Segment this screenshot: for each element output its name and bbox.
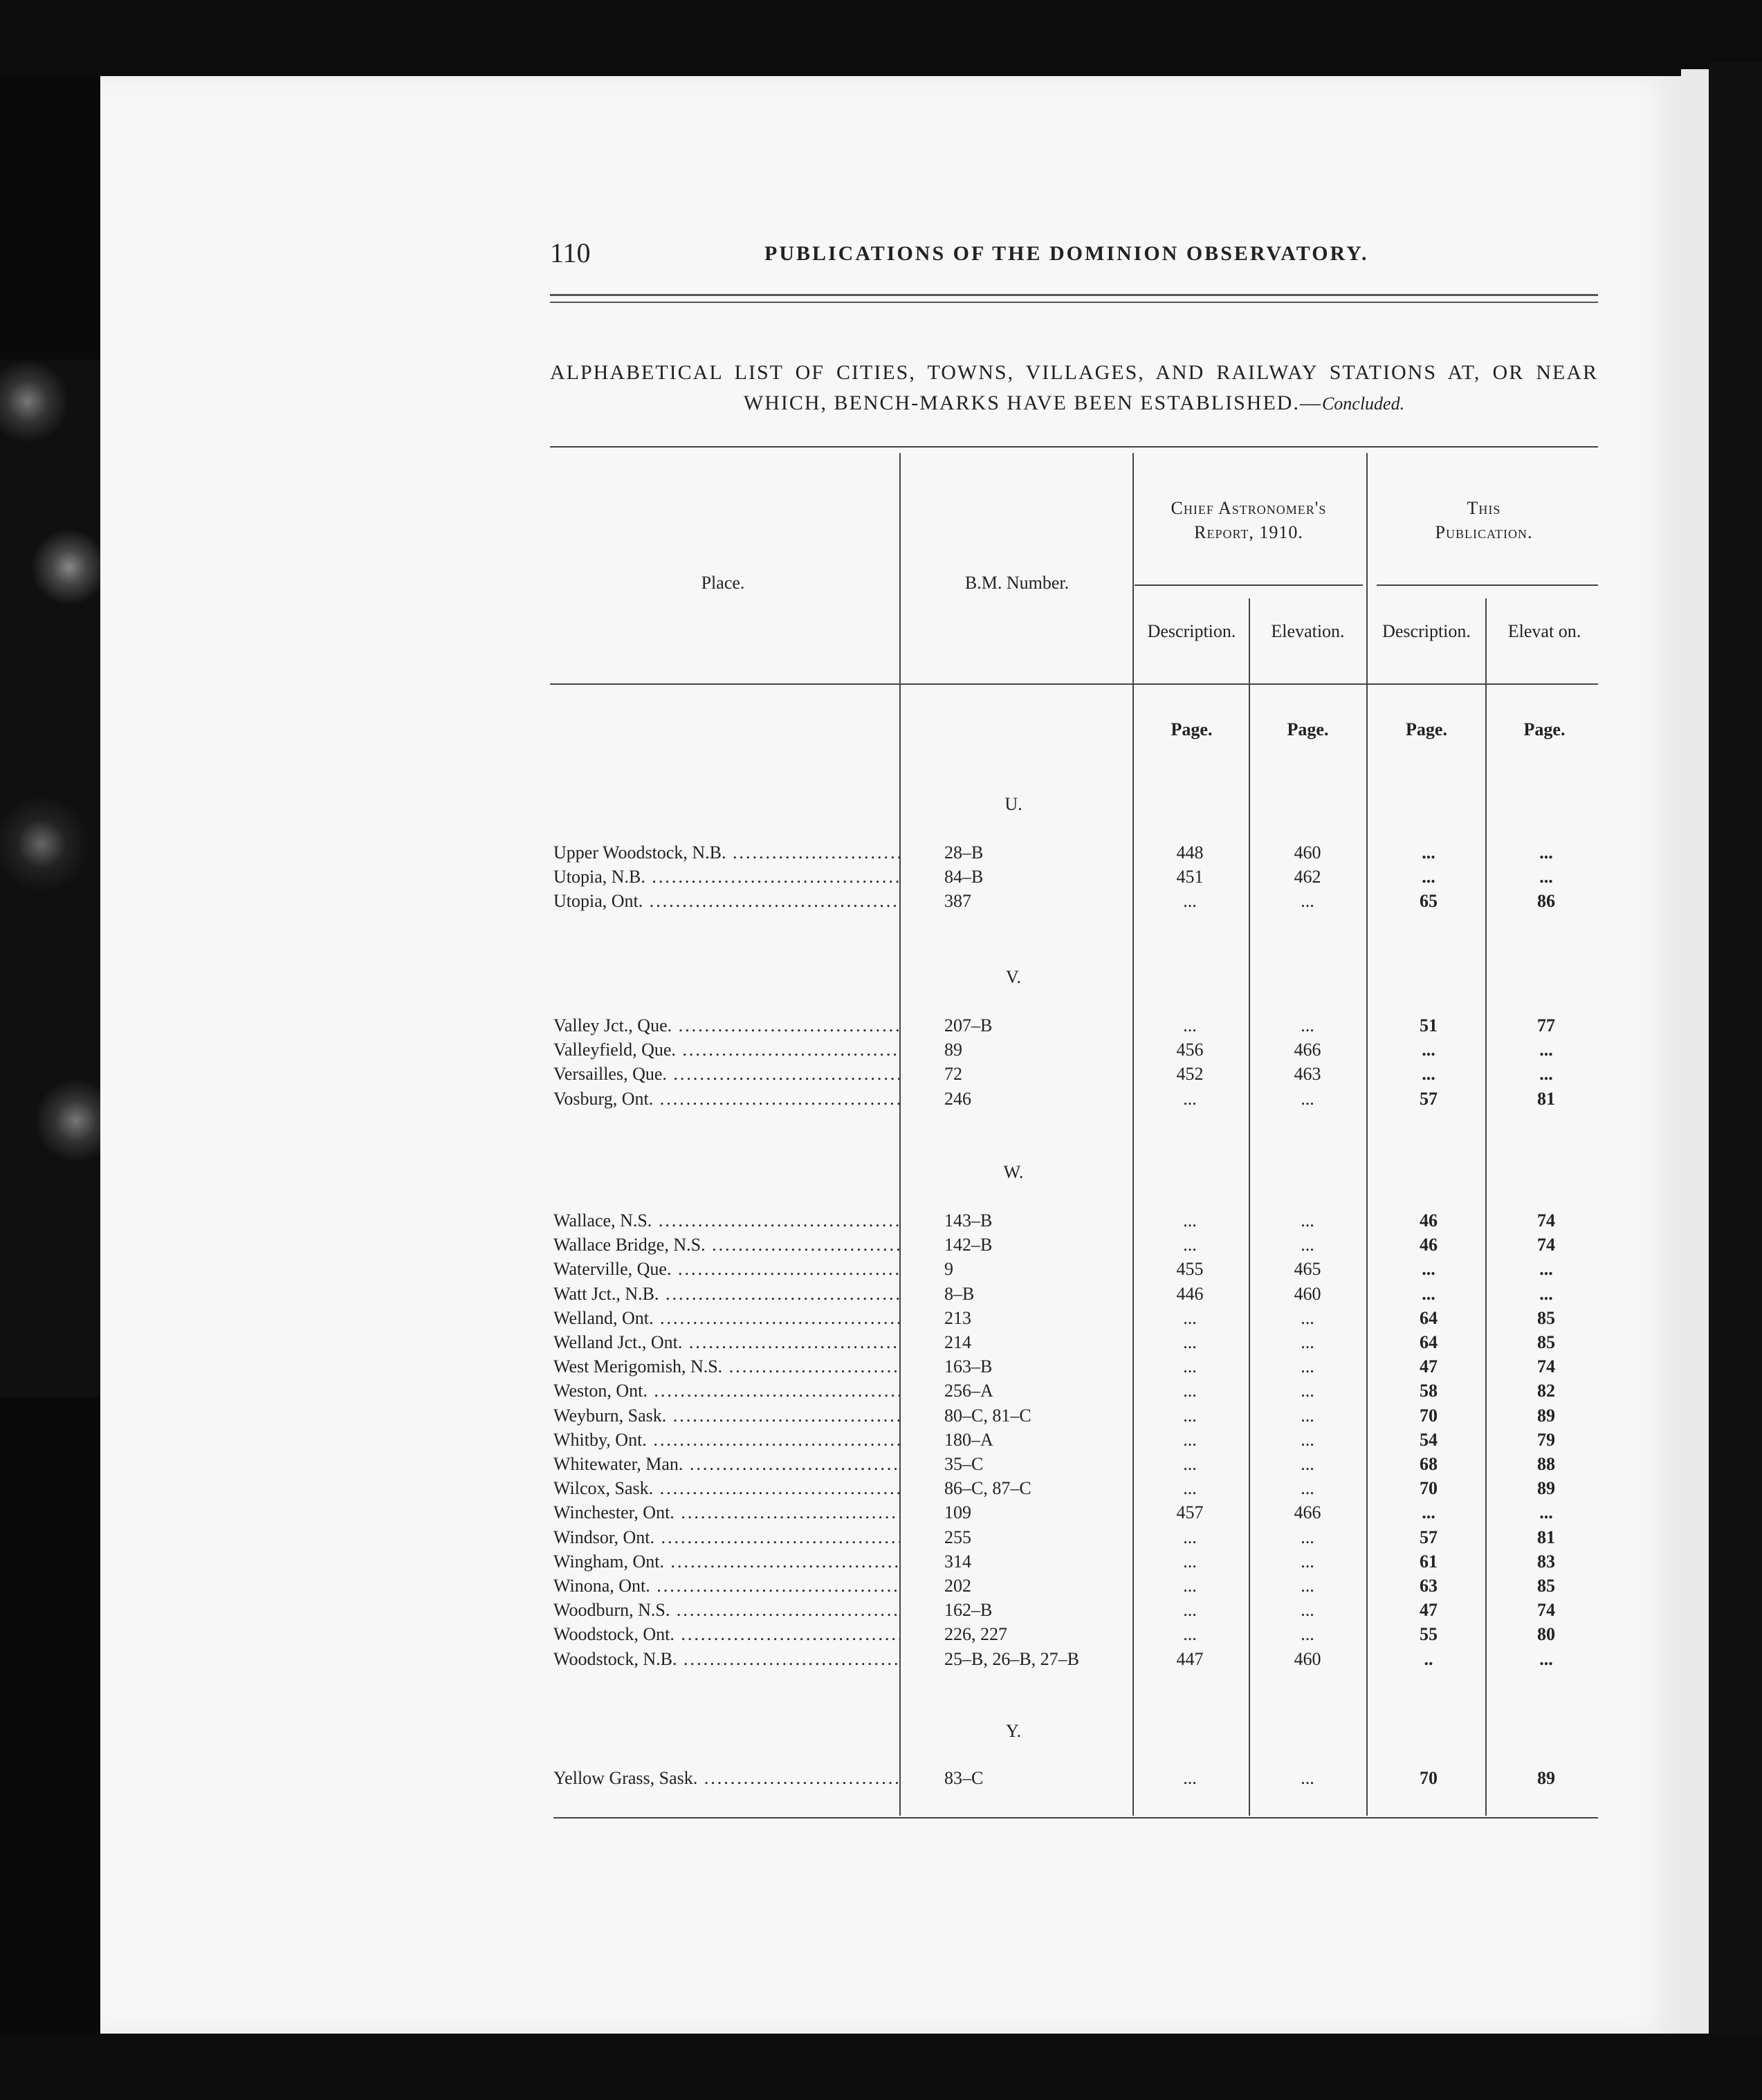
bm-number-cell: 84–B <box>944 867 984 887</box>
chief-elevation-page: ... <box>1301 1576 1314 1596</box>
this-description-page: 47 <box>1420 1356 1438 1377</box>
this-publication-header: This <box>1467 498 1501 518</box>
chief-description-page: 455 <box>1176 1259 1204 1280</box>
this-description-page: ... <box>1422 1283 1435 1304</box>
chief-description-page: ... <box>1183 1088 1197 1109</box>
table-row <box>553 842 1598 867</box>
table-row <box>553 1015 1598 1040</box>
this-publication-header-2: Publication. <box>1435 522 1533 542</box>
this-elevation-page: 81 <box>1537 1088 1555 1109</box>
table-row <box>553 1235 1598 1260</box>
this-elevation-page: 89 <box>1537 1405 1555 1426</box>
bm-number-cell: 72 <box>944 1064 962 1085</box>
bm-number-cell: 314 <box>944 1551 971 1572</box>
this-elevation-page: 86 <box>1537 891 1555 912</box>
running-title: PUBLICATIONS OF THE DOMINION OBSERVATORY. <box>764 242 1369 265</box>
place-cell: Utopia, Ont. ..... <box>553 891 899 912</box>
page-subheader-4: Page. <box>1523 719 1566 739</box>
bm-number-cell: 86–C, 87–C <box>944 1478 1031 1499</box>
film-border-bottom <box>0 2034 1762 2100</box>
this-description-page: 70 <box>1420 1768 1438 1788</box>
place-cell: Yellow Grass, Sask. ..... <box>553 1768 899 1789</box>
chief-elevation-page: 460 <box>1294 1283 1321 1304</box>
bm-number-cell: 387 <box>944 891 971 912</box>
bm-number-cell: 35–C <box>944 1454 984 1474</box>
bm-number-cell: 25–B, 26–B, 27–B <box>944 1648 1080 1669</box>
this-elevation-page: 85 <box>1537 1332 1555 1352</box>
chief-elevation-page: ... <box>1301 1600 1314 1621</box>
table-row <box>553 1259 1598 1284</box>
book-cover-edge <box>0 360 104 1397</box>
this-subheader-rule <box>1377 584 1598 586</box>
chief-description-page: ... <box>1183 891 1197 912</box>
this-elevation-page: 81 <box>1537 1527 1555 1547</box>
chief-elevation-page: 466 <box>1294 1502 1321 1523</box>
this-elevation-page: ... <box>1539 1283 1553 1304</box>
chief-description-page: ... <box>1183 1576 1197 1596</box>
this-description-page: 55 <box>1420 1624 1438 1645</box>
this-description-page: 63 <box>1420 1576 1438 1596</box>
bm-number-cell: 202 <box>944 1576 971 1596</box>
this-description-page: 54 <box>1420 1429 1438 1450</box>
this-description-page: 58 <box>1420 1381 1438 1401</box>
film-border-right <box>1709 62 1762 2041</box>
film-border-top <box>0 0 1762 76</box>
header-rule <box>550 294 1598 296</box>
this-description-page: 57 <box>1420 1527 1438 1547</box>
this-elevation-page: 85 <box>1537 1576 1555 1596</box>
place-cell: Wilcox, Sask. ..... <box>553 1478 899 1499</box>
place-cell: Welland, Ont. ..... <box>553 1308 899 1329</box>
chief-description-page: ... <box>1183 1307 1197 1328</box>
section-letter: W. <box>1003 1162 1024 1182</box>
this-description-page: 65 <box>1420 891 1438 912</box>
chief-description-page: 446 <box>1176 1283 1204 1304</box>
chief-elevation-page: ... <box>1301 1381 1314 1401</box>
bm-number-cell: 207–B <box>944 1015 993 1035</box>
bm-number-cell: 142–B <box>944 1235 993 1255</box>
chief-elevation-page: 463 <box>1294 1064 1321 1085</box>
this-elevation-page: 83 <box>1537 1551 1555 1572</box>
table-row <box>553 1308 1598 1333</box>
this-elevation-page: 77 <box>1537 1015 1555 1035</box>
bm-number-cell: 80–C, 81–C <box>944 1405 1031 1426</box>
chief-description-page: 448 <box>1176 842 1204 863</box>
this-description-page: 51 <box>1420 1015 1438 1035</box>
place-cell: Woodstock, Ont. ..... <box>553 1624 899 1645</box>
chief-elevation-page: ... <box>1301 1356 1314 1377</box>
this-elevation-page: 74 <box>1537 1210 1555 1231</box>
place-cell: Utopia, N.B. ..... <box>553 867 899 887</box>
chief-elevation-page: ... <box>1301 1307 1314 1328</box>
chief-elevation-page: ... <box>1301 1088 1314 1109</box>
this-elevation-page: 88 <box>1537 1454 1555 1474</box>
this-description-page: 68 <box>1420 1454 1438 1474</box>
bm-number-header: B.M. Number. <box>964 573 1070 593</box>
chief-description-page: ... <box>1183 1332 1197 1352</box>
this-description-page: 70 <box>1420 1478 1438 1499</box>
bm-number-cell: 163–B <box>944 1356 993 1377</box>
chief-elevation-page: 460 <box>1294 1648 1321 1669</box>
chief-elevation-page: ... <box>1301 1429 1314 1450</box>
section-letter: V. <box>1006 967 1021 987</box>
bm-number-cell: 109 <box>944 1502 971 1523</box>
chief-elevation-page: ... <box>1301 1551 1314 1572</box>
place-cell: Woodburn, N.S. ..... <box>553 1600 899 1621</box>
chief-description-page: ... <box>1183 1015 1197 1035</box>
table-row <box>553 1502 1598 1527</box>
chief-description-page: ... <box>1183 1600 1197 1621</box>
chief-description-page: ... <box>1183 1381 1197 1401</box>
this-description-page: ... <box>1422 1259 1435 1280</box>
bm-number-cell: 214 <box>944 1332 971 1352</box>
page-edge <box>1681 69 1709 2034</box>
place-cell: Wallace Bridge, N.S. ..... <box>553 1235 899 1255</box>
table-bottom-rule <box>553 1817 1598 1818</box>
table-row <box>553 1210 1598 1235</box>
chief-elevation-page: ... <box>1301 1332 1314 1352</box>
bm-number-cell: 180–A <box>944 1429 993 1450</box>
bm-number-cell: 246 <box>944 1088 971 1109</box>
chief-description-page: ... <box>1183 1768 1197 1788</box>
chief-elevation-page: ... <box>1301 1210 1314 1231</box>
chief-description-page: ... <box>1183 1429 1197 1450</box>
bm-number-cell: 8–B <box>944 1283 975 1304</box>
chief-description-page: 456 <box>1176 1040 1204 1060</box>
place-cell: Winona, Ont. ..... <box>553 1576 899 1596</box>
chief-description-page: 447 <box>1176 1648 1204 1669</box>
chief-description-page: 451 <box>1176 867 1204 887</box>
table-row <box>553 1430 1598 1455</box>
table-row <box>553 1356 1598 1381</box>
place-cell: Versailles, Que. ..... <box>553 1064 899 1085</box>
this-elevation-page: ... <box>1539 867 1553 887</box>
place-cell: Wallace, N.S. ..... <box>553 1210 899 1231</box>
chief-description-page: ... <box>1183 1454 1197 1474</box>
place-cell: Valley Jct., Que. ..... <box>553 1015 899 1036</box>
table-title-line-1: ALPHABETICAL LIST OF CITIES, TOWNS, VILLAGES, AND RAILWAY STATIONS AT, OR NEAR <box>550 361 1598 384</box>
place-cell: Watt Jct., N.B. ..... <box>553 1284 899 1305</box>
chief-description-page: ... <box>1183 1356 1197 1377</box>
chief-elevation-page: ... <box>1301 1527 1314 1547</box>
this-description-page: 64 <box>1420 1307 1438 1328</box>
chief-elevation-page: ... <box>1301 1235 1314 1255</box>
this-description-page: .. <box>1424 1648 1433 1669</box>
place-cell: Upper Woodstock, N.B. ..... <box>553 842 899 863</box>
table-title-line-2: WHICH, BENCH-MARKS HAVE BEEN ESTABLISHED.—Concluded. <box>743 392 1405 414</box>
bm-number-cell: 226, 227 <box>944 1624 1007 1645</box>
this-elevation-page: 74 <box>1537 1600 1555 1621</box>
table-row <box>553 1649 1598 1674</box>
chief-description-page: ... <box>1183 1624 1197 1645</box>
bm-number-cell: 9 <box>944 1259 953 1280</box>
chief-description-page: ... <box>1183 1527 1197 1547</box>
page-subheader-1: Page. <box>1171 719 1213 739</box>
this-elevation-page: 82 <box>1537 1381 1555 1401</box>
this-description-page: 47 <box>1420 1600 1438 1621</box>
header-rule-2 <box>550 302 1598 303</box>
table-row <box>553 1381 1598 1406</box>
this-description-page: 46 <box>1420 1210 1438 1231</box>
table-row <box>553 1768 1598 1793</box>
bm-number-cell: 162–B <box>944 1600 993 1621</box>
bm-number-cell: 255 <box>944 1527 971 1547</box>
place-cell: West Merigomish, N.S. ..... <box>553 1356 899 1377</box>
table-row <box>553 1551 1598 1576</box>
table-row <box>553 1089 1598 1114</box>
table-row <box>553 1624 1598 1649</box>
table-row <box>553 1478 1598 1503</box>
header-bottom-rule <box>550 683 1598 685</box>
this-elevation-page: 79 <box>1537 1429 1555 1450</box>
table-row <box>553 867 1598 892</box>
place-cell: Valleyfield, Que. ..... <box>553 1040 899 1060</box>
chief-description-page: 452 <box>1176 1064 1204 1085</box>
table-row <box>553 1406 1598 1430</box>
elevation-header-1: Elevation. <box>1271 621 1345 641</box>
chief-description-page: 457 <box>1176 1502 1204 1523</box>
chief-elevation-page: 462 <box>1294 867 1321 887</box>
bm-number-cell: 256–A <box>944 1381 993 1401</box>
chief-elevation-page: ... <box>1301 1454 1314 1474</box>
table-row <box>553 1576 1598 1601</box>
place-cell: Woodstock, N.B. ..... <box>553 1649 899 1670</box>
bm-number-cell: 83–C <box>944 1768 984 1788</box>
page-number: 110 <box>550 237 591 268</box>
this-description-page: ... <box>1422 842 1435 863</box>
table-row <box>553 1600 1598 1625</box>
chief-elevation-page: 466 <box>1294 1040 1321 1060</box>
chief-description-page: ... <box>1183 1478 1197 1499</box>
table-row <box>553 1332 1598 1357</box>
this-elevation-page: ... <box>1539 1502 1553 1523</box>
this-elevation-page: ... <box>1539 1040 1553 1060</box>
this-elevation-page: 74 <box>1537 1235 1555 1255</box>
this-description-page: 61 <box>1420 1551 1438 1572</box>
table-top-rule <box>550 446 1598 448</box>
place-cell: Windsor, Ont. ..... <box>553 1527 899 1548</box>
this-elevation-page: ... <box>1539 1064 1553 1085</box>
this-description-page: ... <box>1422 1040 1435 1060</box>
place-cell: Waterville, Que. ..... <box>553 1259 899 1280</box>
this-elevation-page: ... <box>1539 1259 1553 1280</box>
chief-description-page: ... <box>1183 1235 1197 1255</box>
chief-elevation-page: ... <box>1301 1015 1314 1035</box>
place-cell: Winchester, Ont. ..... <box>553 1502 899 1523</box>
chief-elevation-page: ... <box>1301 1768 1314 1788</box>
this-description-page: 57 <box>1420 1088 1438 1109</box>
bm-number-cell: 143–B <box>944 1210 993 1231</box>
this-description-page: ... <box>1422 867 1435 887</box>
this-elevation-page: ... <box>1539 1648 1553 1669</box>
bm-number-cell: 213 <box>944 1307 971 1328</box>
section-letter: U. <box>1004 794 1022 814</box>
this-elevation-page: 89 <box>1537 1478 1555 1499</box>
this-description-page: 46 <box>1420 1235 1438 1255</box>
chief-elevation-page: ... <box>1301 1405 1314 1426</box>
chief-elevation-page: ... <box>1301 891 1314 912</box>
this-elevation-page: 74 <box>1537 1356 1555 1377</box>
bm-number-cell: 89 <box>944 1040 962 1060</box>
this-description-page: ... <box>1422 1064 1435 1085</box>
chief-elevation-page: 460 <box>1294 842 1321 863</box>
table-row <box>553 1064 1598 1089</box>
place-cell: Whitby, Ont. ..... <box>553 1430 899 1450</box>
table-row <box>553 891 1598 916</box>
place-cell: Wingham, Ont. ..... <box>553 1551 899 1572</box>
table-row <box>553 1284 1598 1309</box>
place-cell: Welland Jct., Ont. ..... <box>553 1332 899 1353</box>
this-elevation-page: 85 <box>1537 1307 1555 1328</box>
bm-number-cell: 28–B <box>944 842 984 863</box>
place-cell: Weyburn, Sask. ..... <box>553 1406 899 1426</box>
table-row <box>553 1040 1598 1065</box>
chief-elevation-page: 465 <box>1294 1259 1321 1280</box>
table-row <box>553 1527 1598 1552</box>
section-letter: Y. <box>1006 1721 1021 1741</box>
chief-description-page: ... <box>1183 1551 1197 1572</box>
this-description-page: ... <box>1422 1502 1435 1523</box>
chief-elevation-page: ... <box>1301 1624 1314 1645</box>
chief-description-page: ... <box>1183 1405 1197 1426</box>
place-cell: Weston, Ont. ..... <box>553 1381 899 1401</box>
place-cell: Vosburg, Ont. ..... <box>553 1089 899 1109</box>
this-elevation-page: 80 <box>1537 1624 1555 1645</box>
this-description-page: 70 <box>1420 1405 1438 1426</box>
this-description-page: 64 <box>1420 1332 1438 1352</box>
place-header: Place. <box>701 573 745 593</box>
page-subheader-2: Page. <box>1287 719 1329 739</box>
this-elevation-page: 89 <box>1537 1768 1555 1788</box>
description-header-2: Description. <box>1382 621 1471 641</box>
this-elevation-page: ... <box>1539 842 1553 863</box>
chief-subheader-rule <box>1135 584 1363 586</box>
page-subheader-3: Page. <box>1406 719 1447 739</box>
chief-description-page: ... <box>1183 1210 1197 1231</box>
table-row <box>553 1454 1598 1479</box>
chief-astronomer-header: Chief Astronomer's <box>1171 498 1327 518</box>
place-cell: Whitewater, Man. ..... <box>553 1454 899 1475</box>
elevation-header-2: Elevat on. <box>1507 621 1581 641</box>
description-header-1: Description. <box>1147 621 1236 641</box>
chief-astronomer-header-2: Report, 1910. <box>1194 522 1303 542</box>
chief-elevation-page: ... <box>1301 1478 1314 1499</box>
